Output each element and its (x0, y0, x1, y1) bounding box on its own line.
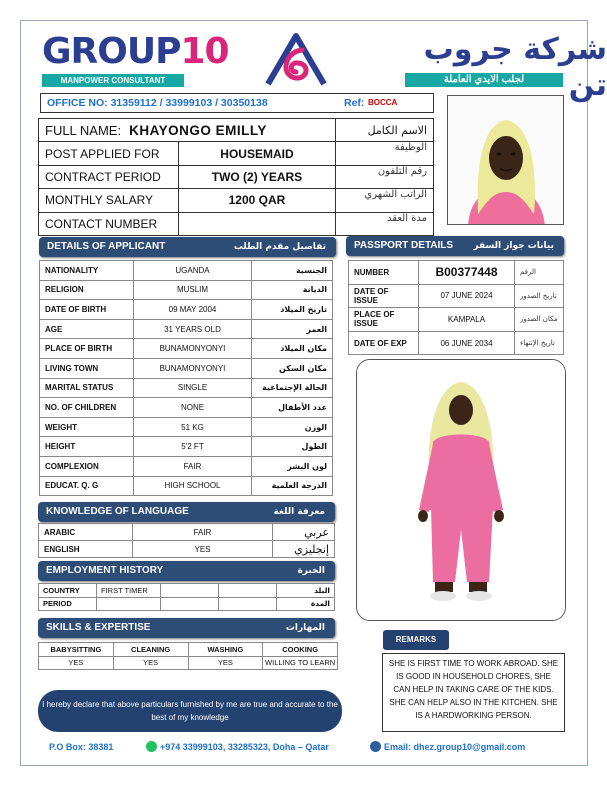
table-row (349, 331, 564, 355)
table-row (39, 119, 434, 142)
ref-label: Ref: (344, 97, 365, 109)
skill-value: YES (113, 656, 188, 670)
applicant-field-value: BUNAMONYONYI (134, 358, 252, 378)
employment-section-header (38, 561, 335, 581)
applicant-field-label: WEIGHT (40, 417, 134, 437)
table-row (39, 165, 434, 188)
passport-field-value: 06 JUNE 2034 (419, 331, 515, 355)
applicant-field-arabic: العمر (252, 319, 333, 339)
employment-table (38, 583, 335, 611)
row-arabic: الراتب الشهري (336, 189, 434, 212)
applicant-field-arabic: الديانة (252, 280, 333, 300)
table-row (40, 476, 333, 496)
applicant-field-label: NO. OF CHILDREN (40, 398, 134, 418)
applicant-field-arabic: مكان الميلاد (252, 339, 333, 359)
footer-pobox: P.O Box: 38381 (49, 742, 114, 752)
period-cell-empty (161, 597, 219, 611)
period-label: PERIOD (39, 597, 97, 611)
passport-field-value: B00377448 (419, 261, 515, 285)
row-value: 1200 QAR (178, 189, 336, 212)
brand-arabic-tagline: لجلب الايدي العاملة (405, 73, 563, 87)
skill-value: WILLING TO LEARN (263, 656, 338, 670)
applicant-field-label: LIVING TOWN (40, 358, 134, 378)
language-section-title-arabic: معرفة اللغة (273, 507, 325, 517)
table-row (40, 319, 333, 339)
country-cell-empty (161, 584, 219, 598)
table-row (40, 358, 333, 378)
row-arabic: رقم التلفون (336, 165, 434, 188)
applicant-field-value: MUSLIM (134, 280, 252, 300)
applicant-field-label: EDUCAT. Q. G (40, 476, 134, 496)
table-row (349, 284, 564, 308)
table-row (39, 541, 335, 558)
applicant-field-arabic: الطول (252, 437, 333, 457)
full-name-value: KHAYONGO EMILLY (129, 122, 267, 138)
applicant-section-title-arabic: تفاصيل مقدم الطلب (233, 242, 326, 252)
brand-emblem-icon (262, 30, 330, 88)
row-value (178, 212, 336, 235)
language-table (38, 523, 335, 558)
full-body-illustration (357, 360, 566, 621)
table-row (40, 437, 333, 457)
applicant-field-arabic: الحالة الإجتماعية (252, 378, 333, 398)
applicant-field-label: COMPLEXION (40, 456, 134, 476)
passport-field-label: PLACE OF ISSUE (349, 308, 419, 332)
passport-section-title: PASSPORT DETAILS (354, 240, 454, 251)
office-numbers (40, 93, 434, 113)
employment-section-title-arabic: الخبرة (297, 566, 325, 576)
applicant-field-value: 5'2 FT (134, 437, 252, 457)
applicant-field-label: NATIONALITY (40, 261, 134, 281)
table-row (349, 308, 564, 332)
applicant-section-title: DETAILS OF APPLICANT (47, 241, 166, 252)
language-name: ENGLISH (39, 541, 133, 558)
full-name-cell (39, 119, 336, 142)
table-row (40, 417, 333, 437)
table-row (349, 261, 564, 285)
applicant-field-label: PLACE OF BIRTH (40, 339, 134, 359)
footer-phone (146, 741, 329, 753)
remarks-header: REMARKS (383, 630, 449, 650)
table-row (40, 261, 333, 281)
passport-field-label: DATE OF ISSUE (349, 284, 419, 308)
table-row (39, 142, 434, 165)
row-label: MONTHLY SALARY (39, 189, 179, 212)
brand-logo-english (42, 33, 229, 71)
applicant-details-table (39, 260, 333, 496)
applicant-field-label: DATE OF BIRTH (40, 300, 134, 320)
applicant-field-arabic: الوزن (252, 417, 333, 437)
language-arabic: إنجليزي (273, 541, 335, 558)
row-label: CONTACT NUMBER (39, 212, 179, 235)
footer-email[interactable] (370, 741, 525, 753)
row-label: POST APPLIED FOR (39, 142, 179, 165)
language-section-header (38, 502, 335, 522)
table-row (39, 189, 434, 212)
whatsapp-icon (146, 741, 157, 752)
passport-field-arabic: مكان الصدور (515, 308, 564, 332)
skills-section-header (38, 618, 335, 638)
table-row (40, 339, 333, 359)
employment-section-title: EMPLOYMENT HISTORY (46, 565, 164, 576)
table-row (39, 656, 338, 670)
footer-email-text[interactable]: Email: dhez.group10@gmail.com (384, 742, 526, 752)
office-line: OFFICE NO: 31359112 / 33999103 / 30350138 (47, 97, 268, 109)
skill-header: CLEANING (113, 643, 188, 657)
skills-section-title: SKILLS & EXPERTISE (46, 622, 151, 633)
language-name: ARABIC (39, 524, 133, 541)
row-arabic: مدة العقد (336, 212, 434, 235)
applicant-field-arabic: عدد الأطفال (252, 398, 333, 418)
period-cell-empty (97, 597, 161, 611)
applicant-field-arabic: مكان السكن (252, 358, 333, 378)
applicant-field-arabic: لون البشر (252, 456, 333, 476)
country-arabic: البلد (277, 584, 335, 598)
period-arabic: المدة (277, 597, 335, 611)
applicant-field-value: 09 MAY 2004 (134, 300, 252, 320)
applicant-field-label: MARITAL STATUS (40, 378, 134, 398)
table-row (39, 212, 434, 235)
row-value: HOUSEMAID (178, 142, 336, 165)
brand-logo-arabic: شركة جروب تن (423, 32, 607, 103)
skill-value: YES (39, 656, 114, 670)
applicant-field-value: BUNAMONYONYI (134, 339, 252, 359)
applicant-field-label: HEIGHT (40, 437, 134, 457)
portrait-illustration (448, 96, 564, 225)
row-label: CONTRACT PERIOD (39, 165, 179, 188)
language-section-title: KNOWLEDGE OF LANGUAGE (46, 506, 189, 517)
ref-value: BOCCA (368, 98, 398, 107)
declaration-box: I hereby declare that above particulars furnished by me are true and accurate to the best of my knowledge (38, 690, 342, 732)
country-value: FIRST TIMER (97, 584, 161, 598)
full-name-arabic: الاسم الكامل (336, 119, 434, 142)
passport-field-value: KAMPALA (419, 308, 515, 332)
applicant-field-value: NONE (134, 398, 252, 418)
applicant-field-value: SINGLE (134, 378, 252, 398)
period-cell-empty (219, 597, 277, 611)
remarks-text: SHE IS FIRST TIME TO WORK ABROAD. SHE IS GOOD IN HOUSEHOLD CHORES, SHE CAN HELP IN TAKING CARE OF THE KIDS. SHE CAN HELP ALSO IN THE KITCHEN. SHE IS A HARDWORKING PERSON. (382, 653, 565, 732)
applicant-field-value: HIGH SCHOOL (134, 476, 252, 496)
passport-field-arabic: تاريخ الإنتهاء (515, 331, 564, 355)
applicant-field-label: AGE (40, 319, 134, 339)
row-arabic: الوظيفة (336, 142, 434, 165)
applicant-field-label: RELIGION (40, 280, 134, 300)
table-row (40, 280, 333, 300)
passport-field-label: DATE OF EXP (349, 331, 419, 355)
table-row (39, 597, 335, 611)
table-row (39, 643, 338, 657)
table-row (39, 524, 335, 541)
brand-name-prefix: GROUP (42, 31, 181, 72)
brand-name-number: 10 (180, 31, 229, 72)
skills-table (38, 642, 338, 670)
applicant-field-value: 51 KG (134, 417, 252, 437)
skill-header: BABYSITTING (39, 643, 114, 657)
main-info-table (38, 118, 434, 236)
passport-field-value: 07 JUNE 2024 (419, 284, 515, 308)
table-row (39, 584, 335, 598)
applicant-field-value: 31 YEARS OLD (134, 319, 252, 339)
skill-header: COOKING (263, 643, 338, 657)
row-value: TWO (2) YEARS (178, 165, 336, 188)
country-cell-empty (219, 584, 277, 598)
skill-header: WASHING (188, 643, 263, 657)
table-row (40, 398, 333, 418)
language-arabic: عربي (273, 524, 335, 541)
email-icon (370, 741, 381, 752)
footer-phone-text: +974 33999103, 33285323, Doha – Qatar (160, 742, 329, 752)
passport-field-label: NUMBER (349, 261, 419, 285)
skill-value: YES (188, 656, 263, 670)
full-name-label: FULL NAME: (45, 122, 122, 138)
applicant-field-value: FAIR (134, 456, 252, 476)
language-level: YES (133, 541, 273, 558)
applicant-field-arabic: تاريخ الميلاد (252, 300, 333, 320)
table-row (40, 378, 333, 398)
passport-field-arabic: تاريخ الصدور (515, 284, 564, 308)
skills-section-title-arabic: المهارات (285, 623, 325, 633)
table-row (40, 456, 333, 476)
passport-section-header (346, 236, 564, 256)
brand-tagline: MANPOWER CONSULTANT (42, 74, 184, 87)
applicant-section-header (39, 237, 336, 257)
passport-details-table (348, 260, 564, 355)
applicant-field-arabic: الجنسية (252, 261, 333, 281)
applicant-field-arabic: الدرجة العلمية (252, 476, 333, 496)
applicant-portrait-photo (447, 95, 564, 225)
passport-field-arabic: الرقم (515, 261, 564, 285)
language-level: FAIR (133, 524, 273, 541)
country-label: COUNTRY (39, 584, 97, 598)
applicant-full-body-photo (356, 359, 566, 621)
table-row (40, 300, 333, 320)
passport-section-title-arabic: بيانات جواز السفر (473, 241, 554, 251)
applicant-field-value: UGANDA (134, 261, 252, 281)
